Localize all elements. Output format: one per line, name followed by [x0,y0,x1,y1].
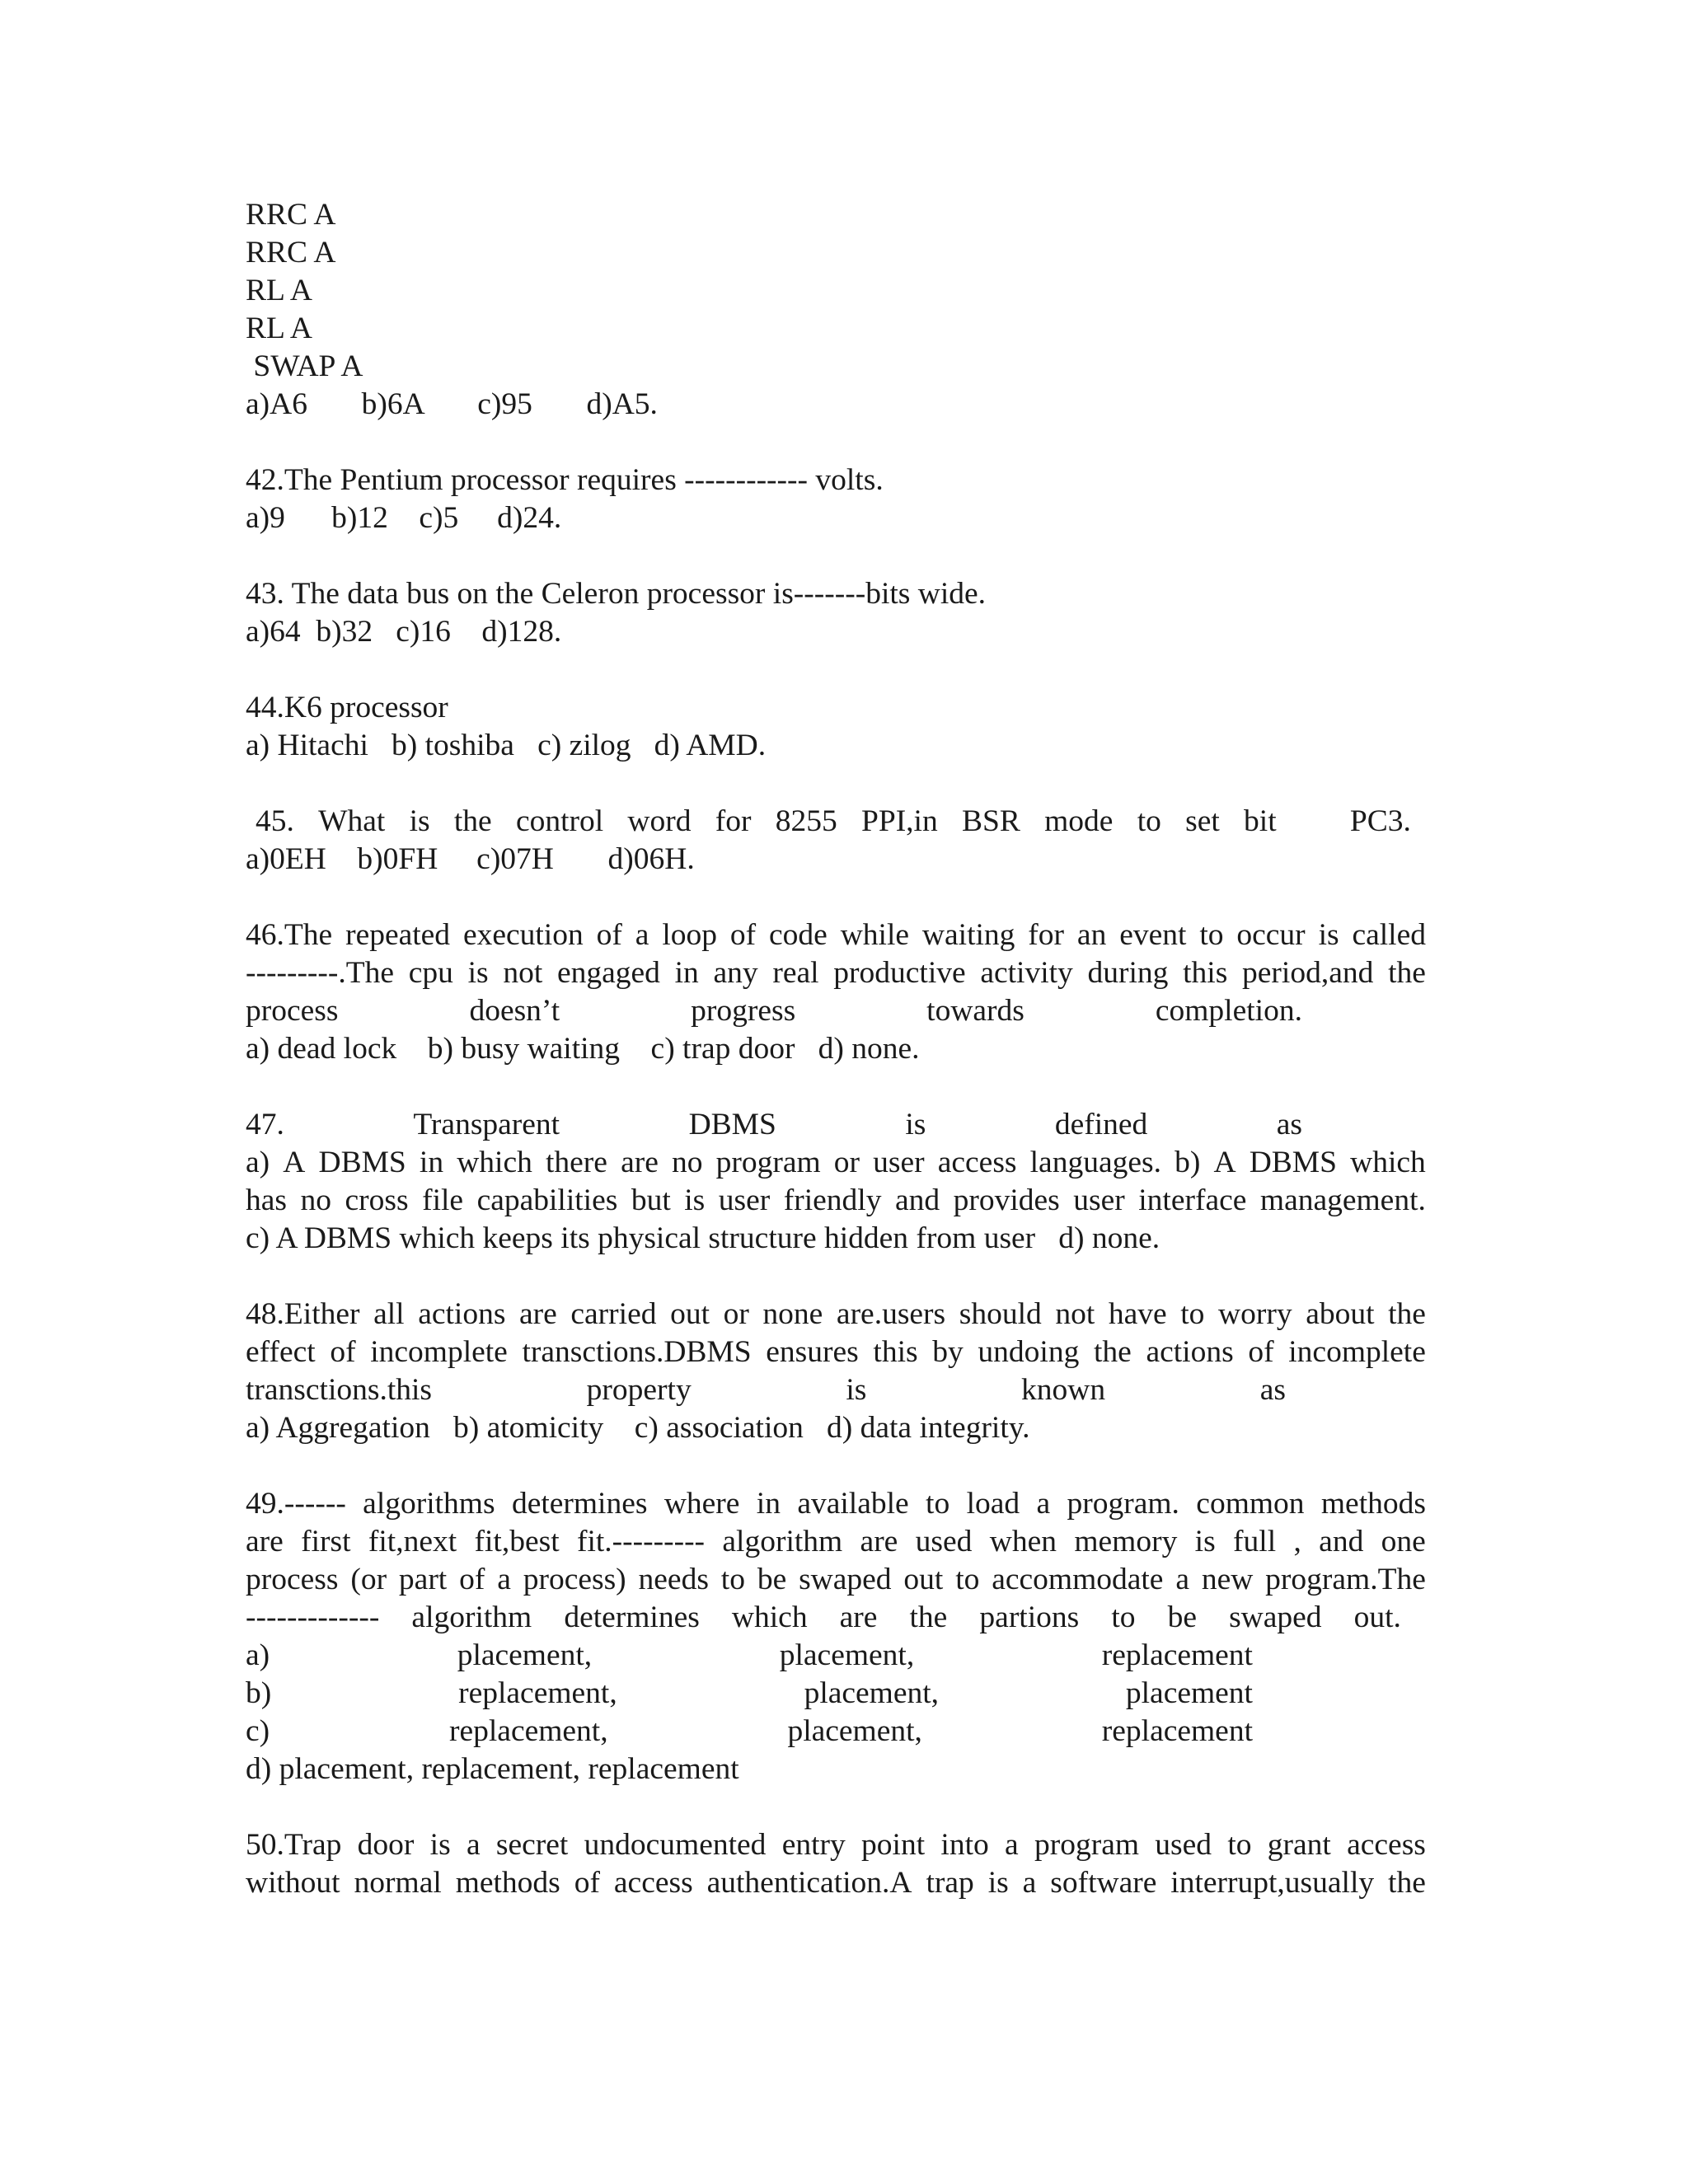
q41-options: a)A6 b)6A c)95 d)A5. [246,387,658,421]
q49-option-d: d) placement, replacement, replacement [246,1752,739,1786]
q46-line: ---------.The cpu is not engaged in any real productive activity during this period,and the [246,956,1426,990]
q46-line: process doesn’t progress towards completion. [246,994,1302,1028]
q46-options: a) dead lock b) busy waiting c) trap door d) none. [246,1032,920,1066]
q45-question: 45. What is the control word for 8255 PPI,in BSR mode to set bit PC3. [256,804,1411,838]
q49-option-c: c) replacement, placement, replacement [246,1714,1253,1748]
q47-line: has no cross file capabilities but is user friendly and provides user interface management. [246,1183,1426,1217]
q42-question: 42.The Pentium processor requires ------------ volts. [246,463,884,497]
code-line: RRC A [246,198,336,232]
q49-line: are first fit,next fit,best fit.--------- algorithm are used when memory is full , and one [246,1525,1426,1558]
q50-line: 50.Trap door is a secret undocumented entry point into a program used to grant access [246,1828,1426,1862]
q49-line: 49.------ algorithms determines where in available to load a program. common methods [246,1487,1426,1521]
q50-line: without normal methods of access authentication.A trap is a software interrupt,usually the [246,1866,1426,1900]
q48-line: 48.Either all actions are carried out or none are.users should not have to worry about the [246,1297,1426,1331]
q49-option-a: a) placement, placement, replacement [246,1638,1253,1672]
q46-line: 46.The repeated execution of a loop of code while waiting for an event to occur is called [246,918,1426,952]
q48-line: transctions.this property is known as [246,1373,1286,1407]
code-line: RL A [246,274,312,307]
q42-options: a)9 b)12 c)5 d)24. [246,501,562,535]
q44-question: 44.K6 processor [246,691,448,724]
q43-question: 43. The data bus on the Celeron processor is-------bits wide. [246,577,987,611]
document-page [246,196,1426,1902]
q48-options: a) Aggregation b) atomicity c) association d) data integrity. [246,1411,1030,1445]
q47-line: a) A DBMS in which there are no program or user access languages. b) A DBMS which [246,1146,1426,1179]
q49-line: ------------- algorithm determines which are the partions to be swaped out. [246,1601,1401,1634]
q48-line: effect of incomplete transctions.DBMS ensures this by undoing the actions of incomplete [246,1335,1426,1369]
code-line: SWAP A [246,349,363,383]
q49-option-b: b) replacement, placement, placement [246,1676,1253,1710]
q44-options: a) Hitachi b) toshiba c) zilog d) AMD. [246,729,767,762]
q47-line: 47. Transparent DBMS is defined as [246,1108,1302,1141]
code-line: RRC A [246,236,336,269]
q47-line: c) A DBMS which keeps its physical structure hidden from user d) none. [246,1221,1160,1255]
q45-options: a)0EH b)0FH c)07H d)06H. [246,842,695,876]
q49-line: process (or part of a process) needs to be swaped out to accommodate a new program.The [246,1563,1426,1596]
code-line: RL A [246,312,312,345]
q43-options: a)64 b)32 c)16 d)128. [246,615,562,649]
